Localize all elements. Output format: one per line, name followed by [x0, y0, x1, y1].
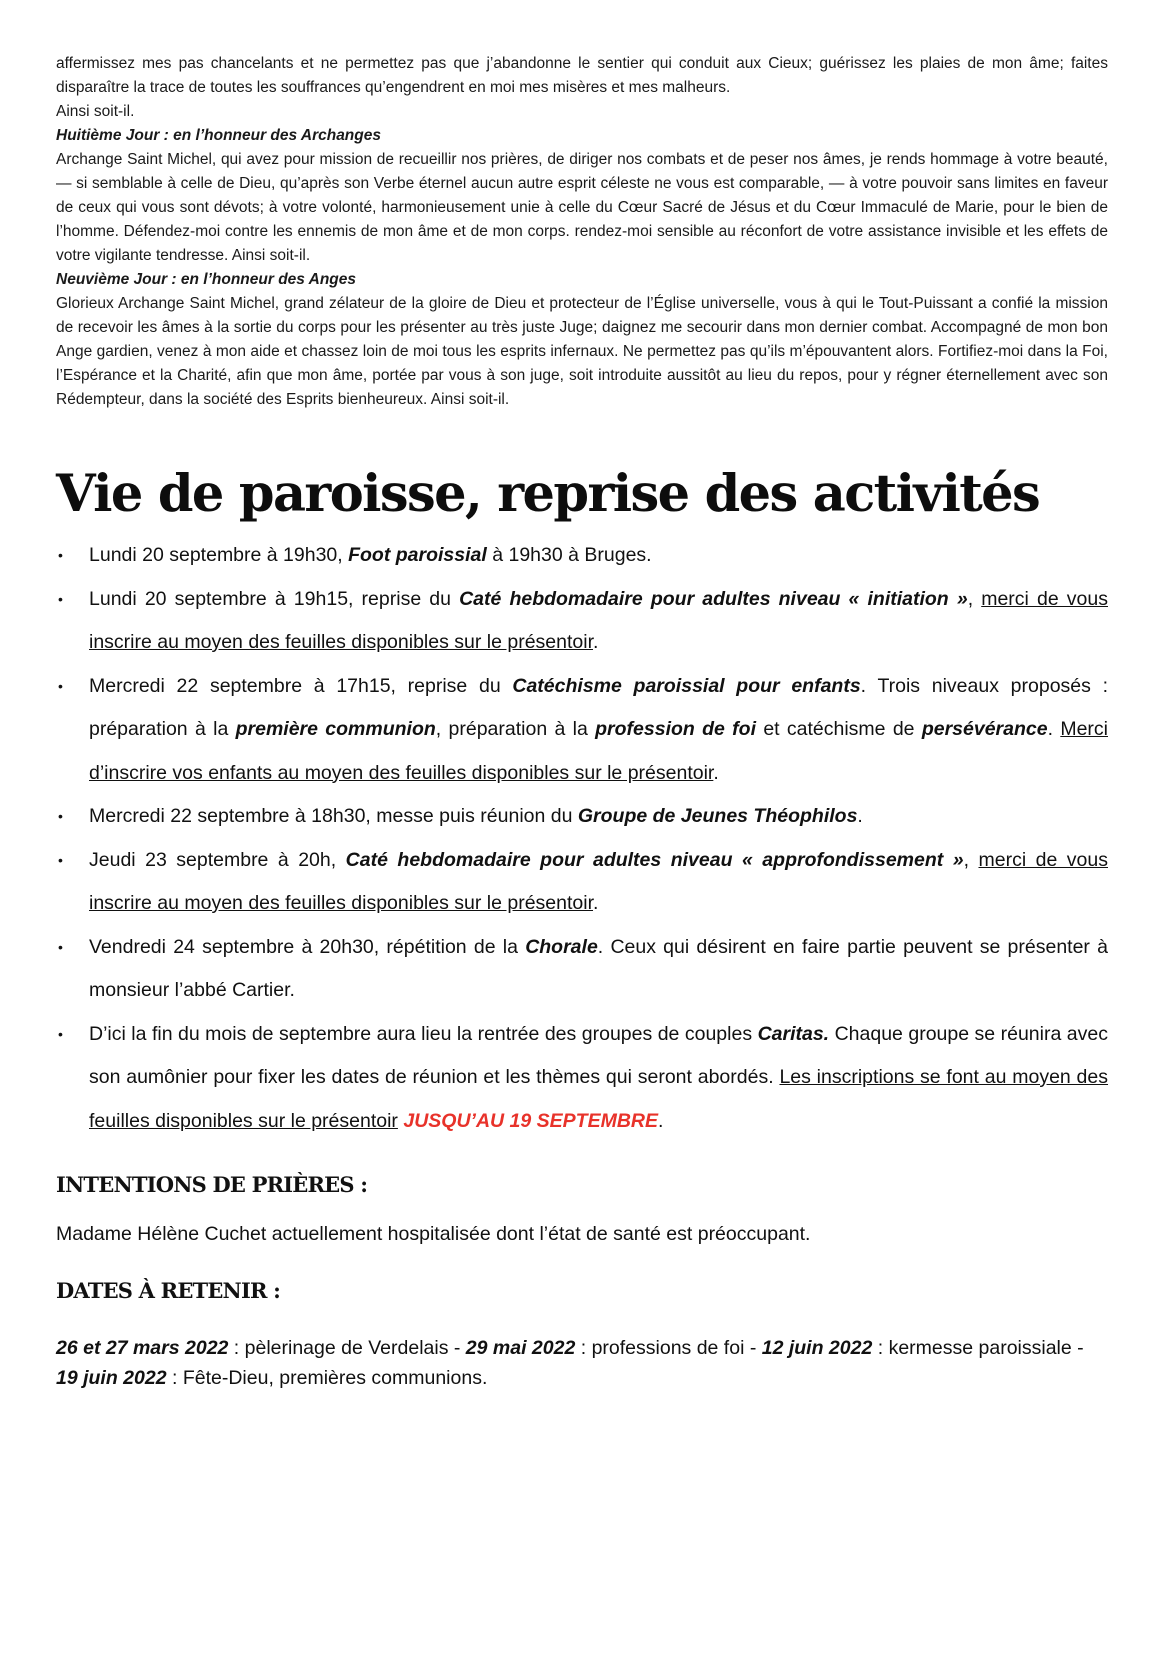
activity-name: Chorale — [525, 935, 598, 958]
novena-prayer — [56, 52, 1108, 412]
dates-heading: DATES À RETENIR : — [56, 1278, 281, 1303]
date: 19 juin 2022 — [56, 1367, 167, 1389]
activity-text: . — [658, 1109, 664, 1132]
prayer-amen: Ainsi soit-il. — [56, 103, 135, 120]
activity-text: D’ici la fin du mois de septembre aura lieu la rentrée des groupes de couples — [89, 1022, 758, 1045]
bullet-icon: • — [58, 547, 63, 563]
intentions-heading: INTENTIONS DE PRIÈRES : — [56, 1172, 368, 1197]
activity-text: Lundi 20 septembre à 19h30, — [89, 544, 349, 566]
list-item — [56, 926, 1108, 1013]
activity-text: Jeudi 23 septembre à 20h, — [89, 848, 346, 871]
dates-text — [56, 1333, 1108, 1393]
deadline-note: JUSQU’AU 19 SEPTEMBRE — [403, 1109, 658, 1132]
activity-name: profession de foi — [595, 718, 757, 740]
activity-name: Groupe de Jeunes Théophilos — [577, 805, 858, 827]
registration-note: merci de vous inscrire au moyen des feuilles disponibles sur le présentoir — [89, 587, 1108, 653]
bullet-icon: • — [58, 677, 63, 694]
day-9-prayer: Glorieux Archange Saint Michel, grand zélateur de la gloire de Dieu et protecteur de l’Église universelle, vous à qui le Tout-Puissant a confié la mission de recevoir les âmes à la sortie du corps pour les présenter au très juste Juge; daignez me secourir dans mon dernier combat. Accompagné de mon bon Ange gardien, venez à mon aide et chassez loin de moi tous les esprits infernaux. Ne permettez pas qu’ils m’épouvantent alors. Fortifiez-moi dans la Foi, l’Espérance et la Charité, afin que mon âme, portée par vous à son juge, soit introduite aussitôt au lieu du repos, pour y régner éternellement avec son Rédempteur, dans la société des Esprits bienheureux. Ainsi soit-il. — [56, 295, 1108, 408]
date-event: : professions de foi - — [575, 1337, 762, 1359]
activity-text: . — [857, 805, 863, 827]
activity-name: Foot paroissial — [348, 544, 487, 566]
activity-name: persévérance — [921, 718, 1048, 740]
bullet-icon: • — [58, 590, 63, 607]
day-8-heading: Huitième Jour : en l’honneur des Archanges — [56, 127, 381, 144]
date: 29 mai 2022 — [465, 1337, 576, 1359]
activity-text: . Trois niveaux proposés : préparation à la — [89, 674, 1109, 740]
date-event: : pèlerinage de Verdelais - — [228, 1337, 466, 1359]
activity-text: Mercredi 22 septembre à 18h30, messe puis réunion du — [89, 805, 578, 827]
activity-text: . — [1047, 718, 1061, 740]
date-event: : kermesse paroissiale - — [872, 1337, 1084, 1359]
bullet-icon: • — [58, 808, 63, 824]
activity-name: Catéchisme paroissial pour enfants — [512, 674, 861, 697]
activity-text: , — [963, 848, 979, 871]
list-item — [56, 1013, 1108, 1144]
list-item — [56, 665, 1108, 796]
bullet-icon: • — [58, 938, 63, 955]
activity-text: . — [593, 631, 599, 653]
activity-text: Mercredi 22 septembre à 17h15, reprise du — [89, 674, 513, 697]
list-item — [56, 839, 1108, 926]
day-9-heading: Neuvième Jour : en l’honneur des Anges — [56, 271, 357, 288]
activity-text: . — [713, 761, 719, 784]
date-event: : Fête-Dieu, premières communions. — [166, 1367, 488, 1389]
registration-note: Les inscriptions se font au moyen des feuilles disponibles sur le présentoir — [89, 1066, 1109, 1132]
registration-note: merci de vous inscrire au moyen des feuilles disponibles sur le présentoir — [89, 848, 1108, 914]
day-8-prayer: Archange Saint Michel, qui avez pour mission de recueillir nos prières, de diriger nos combats et de peser nos âmes, je rends hommage à votre beauté, — si semblable à celle de Dieu, qu’après son Verbe éternel aucun autre esprit céleste ne vous est comparable, — à votre pouvoir sans limites en faveur de ceux qui vous sont dévots; à votre volonté, harmonieusement unie à celle du Cœur Sacré de Jésus et du Cœur Immaculé de Marie, pour le bien de l’homme. Défendez-moi contre les ennemis de mon âme et de mon corps. rendez-moi sensible au réconfort de votre assistance invisible et les effets de votre vigilante tendresse. Ainsi soit-il. — [56, 151, 1108, 264]
list-item — [56, 795, 1108, 839]
activity-text: , préparation à la — [435, 718, 596, 740]
list-item — [56, 534, 1108, 578]
activity-text: et catéchisme de — [756, 718, 922, 740]
list-item — [56, 578, 1108, 665]
activity-text: Vendredi 24 septembre à 20h30, répétition de la — [89, 935, 526, 958]
activity-text: à 19h30 à Bruges. — [486, 544, 652, 566]
activity-text: . — [593, 892, 599, 914]
registration-note: Merci d’inscrire vos enfants au moyen des feuilles disponibles sur le présentoir — [89, 718, 1108, 784]
activity-text: . Ceux qui désirent en faire partie peuvent se présenter à monsieur l’abbé Cartier. — [89, 935, 1108, 1001]
activities-list — [56, 534, 1108, 1143]
activity-text: Lundi 20 septembre à 19h15, reprise du — [89, 587, 460, 610]
page-title: Vie de paroisse, reprise des activités — [56, 464, 1040, 524]
date: 12 juin 2022 — [761, 1337, 873, 1359]
activity-name: Caritas. — [757, 1022, 830, 1045]
activity-text: Chaque groupe se réunira avec son aumônier pour fixer les dates de réunion et les thèmes qui seront abordés. — [89, 1022, 1108, 1088]
prayer-paragraph: affermissez mes pas chancelants et ne permettez pas que j’abandonne le sentier qui conduit aux Cieux; guérissez les plaies de mon âme; faites disparaître la trace de toutes les souffrances qu’engendrent en moi mes misères et mes malheurs. — [56, 55, 1108, 96]
bullet-icon: • — [58, 851, 63, 868]
activity-text: , — [967, 587, 982, 610]
bullet-icon: • — [58, 1025, 63, 1042]
bulletin-page — [56, 52, 1108, 1393]
date: 26 et 27 mars 2022 — [56, 1337, 229, 1359]
activity-name: Caté hebdomadaire pour adultes niveau « initiation » — [459, 587, 968, 610]
intentions-text: Madame Hélène Cuchet actuellement hospitalisée dont l’état de santé est préoccupant. — [56, 1223, 811, 1245]
activity-name: première communion — [235, 718, 436, 740]
activity-name: Caté hebdomadaire pour adultes niveau « approfondissement » — [345, 848, 964, 871]
